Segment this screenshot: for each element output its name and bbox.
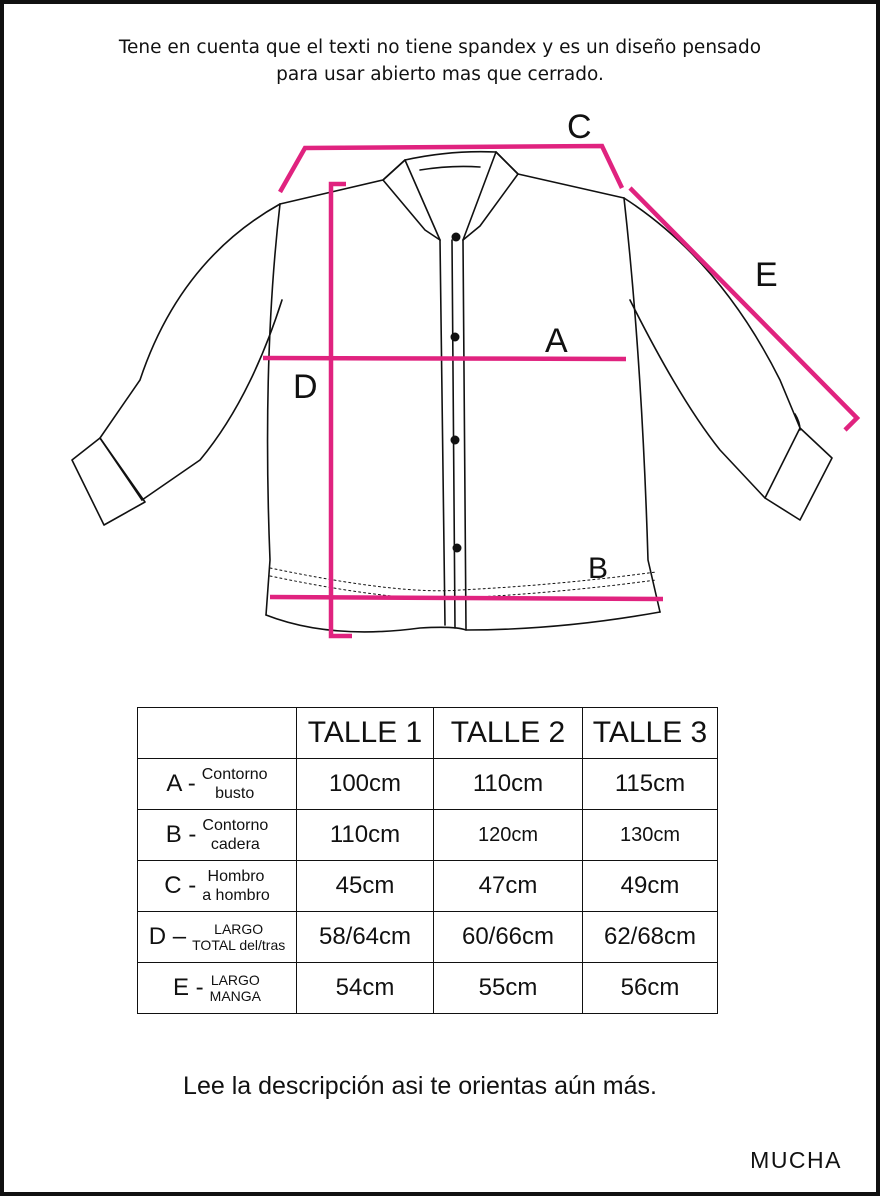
measure-e-line bbox=[630, 188, 857, 430]
row-desc-line-1: LARGO bbox=[210, 972, 260, 988]
table-cell: 120cm bbox=[434, 810, 583, 861]
row-head bbox=[138, 963, 297, 1014]
table-cell: 58/64cm bbox=[297, 912, 434, 963]
measure-d-line bbox=[331, 184, 352, 636]
row-desc-line-2: a hombro bbox=[202, 887, 270, 904]
table-row bbox=[138, 810, 718, 861]
table-cell: 60/66cm bbox=[434, 912, 583, 963]
label-e: E bbox=[755, 256, 778, 294]
row-desc-line-2: cadera bbox=[210, 836, 260, 853]
button-dot bbox=[452, 233, 461, 242]
label-b: B bbox=[588, 552, 609, 585]
shirt-outline bbox=[72, 152, 832, 632]
row-desc bbox=[202, 867, 270, 905]
row-desc-line-2: busto bbox=[215, 785, 255, 802]
row-head bbox=[138, 759, 297, 810]
row-desc bbox=[192, 921, 285, 953]
table-cell: 54cm bbox=[297, 963, 434, 1014]
row-letter: B - bbox=[165, 821, 197, 848]
button-dot bbox=[451, 333, 460, 342]
table-cell: 110cm bbox=[434, 759, 583, 810]
row-desc-line-1: LARGO bbox=[214, 921, 264, 937]
table-cell: 49cm bbox=[583, 861, 718, 912]
row-desc-line-2: MANGA bbox=[209, 988, 261, 1004]
row-desc-line-1: Contorno bbox=[202, 817, 269, 834]
table-header-talle-3: TALLE 3 bbox=[583, 708, 718, 759]
button-dot bbox=[453, 544, 462, 553]
label-d: D bbox=[293, 368, 318, 406]
table-cell: 115cm bbox=[583, 759, 718, 810]
intro-line-1: Tene en cuenta que el texti no tiene spandex y es un diseño pensado bbox=[118, 37, 762, 58]
table-cell: 100cm bbox=[297, 759, 434, 810]
label-a: A bbox=[545, 322, 568, 360]
table-row bbox=[138, 861, 718, 912]
table-header-talle-1: TALLE 1 bbox=[297, 708, 434, 759]
row-desc-line-1: Hombro bbox=[207, 868, 265, 885]
size-table bbox=[137, 707, 718, 1014]
row-desc bbox=[202, 816, 268, 854]
table-row bbox=[138, 759, 718, 810]
table-header-empty bbox=[138, 708, 297, 759]
row-desc bbox=[202, 765, 268, 803]
table-cell: 130cm bbox=[583, 810, 718, 861]
table-cell: 45cm bbox=[297, 861, 434, 912]
table-cell: 47cm bbox=[434, 861, 583, 912]
row-desc bbox=[210, 972, 261, 1004]
row-letter: A - bbox=[166, 770, 196, 797]
row-head bbox=[138, 861, 297, 912]
row-letter: E - bbox=[172, 974, 204, 1001]
table-header-row bbox=[138, 708, 718, 759]
row-letter: D – bbox=[148, 923, 187, 950]
row-desc-line-2: TOTAL del/tras bbox=[192, 937, 286, 953]
row-letter: C - bbox=[164, 872, 197, 899]
table-row bbox=[138, 963, 718, 1014]
measure-a-line bbox=[263, 358, 626, 359]
row-head bbox=[138, 810, 297, 861]
row-desc-line-1: Contorno bbox=[201, 766, 268, 783]
label-c: C bbox=[567, 108, 592, 146]
table-header-talle-2: TALLE 2 bbox=[434, 708, 583, 759]
intro-line-2: para usar abierto mas que cerrado. bbox=[276, 64, 604, 85]
table-cell: 110cm bbox=[297, 810, 434, 861]
table-row bbox=[138, 912, 718, 963]
table-cell: 62/68cm bbox=[583, 912, 718, 963]
table-cell: 56cm bbox=[583, 963, 718, 1014]
measurement-lines bbox=[263, 146, 857, 636]
row-head bbox=[138, 912, 297, 963]
brand-name: MUCHA bbox=[750, 1147, 842, 1173]
button-dot bbox=[451, 436, 460, 445]
footer-note: Lee la descripción asi te orientas aún más. bbox=[183, 1072, 657, 1100]
table-cell: 55cm bbox=[434, 963, 583, 1014]
